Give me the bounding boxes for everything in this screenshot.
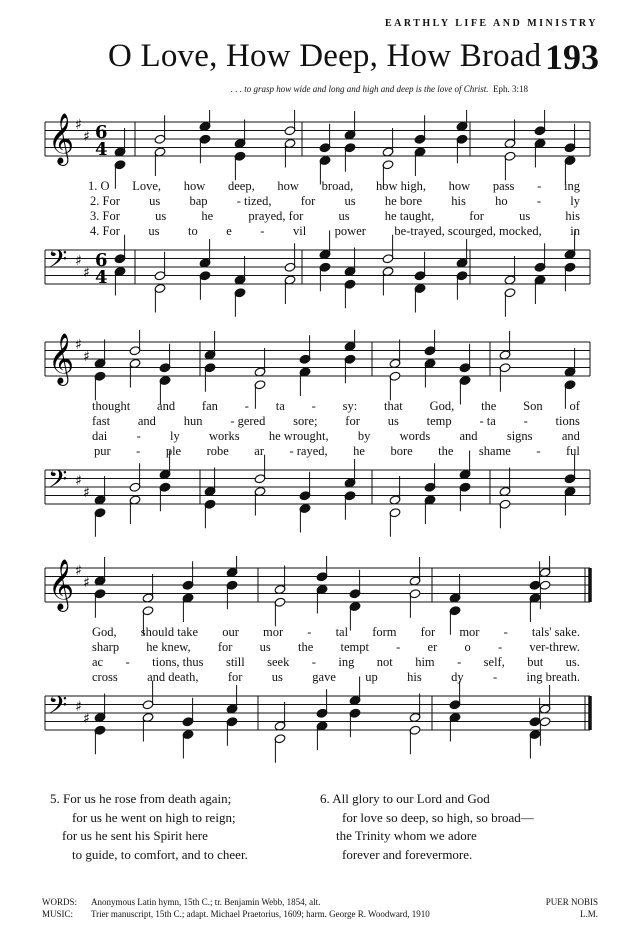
lyric-syllable: in [570, 224, 580, 238]
lyric-syllable: o [464, 640, 471, 654]
lyric-syllable: be-trayed, scourged, mocked, [394, 224, 542, 238]
verse-number: 6. [320, 791, 330, 806]
lyric-syllable: ver-threw. [529, 640, 580, 654]
lyric-syllable: robe [206, 444, 229, 458]
lyric-line [92, 429, 580, 444]
verse-text: to guide, to comfort, and to cheer. [72, 846, 248, 862]
lyric-line [90, 209, 580, 224]
lyric-syllable: - [537, 179, 542, 193]
lyric-syllable: should take [140, 625, 199, 639]
lyric-syllable: 3. For [90, 209, 120, 223]
lyric-syllable: tal [335, 625, 349, 639]
verse-line [320, 809, 534, 828]
lyric-syllable: 4. For [90, 224, 120, 238]
lyric-syllable: pur [94, 444, 111, 458]
lyric-syllable: ing breath. [526, 670, 580, 684]
lyric-syllable: signs [506, 429, 533, 443]
lyric-syllable: - [311, 655, 316, 669]
lyric-syllable: - [396, 640, 401, 654]
lyric-syllable: sore; [293, 414, 318, 428]
tune-info [546, 896, 598, 920]
lyric-syllable: Love, [132, 179, 162, 193]
lyric-syllable: he [353, 444, 365, 458]
lyric-syllable: works [209, 429, 240, 443]
lyric-syllable: for [227, 670, 243, 684]
lyric-syllable: by [357, 429, 371, 443]
lyric-syllable: gave [312, 670, 336, 684]
credits [42, 896, 430, 920]
lyric-syllable: hun [183, 414, 203, 428]
treble-clef-icon: 𝄞 [48, 113, 75, 164]
lyric-syllable: us [149, 194, 161, 208]
lyric-syllable: bap [189, 194, 208, 208]
verse-line [320, 846, 534, 865]
verse-number: 5. [50, 791, 60, 806]
verse-line [50, 846, 248, 865]
lyric-syllable: form [372, 625, 397, 639]
lyric-syllable: - tized, [236, 194, 272, 208]
sharp-icon: ♯ [83, 575, 90, 591]
lyric-syllable: his [451, 194, 466, 208]
lyric-syllable: he knew, [146, 640, 191, 654]
lyric-syllable: ta [275, 399, 285, 413]
sharp-icon: ♯ [75, 117, 82, 133]
lyric-line [92, 655, 580, 670]
words-label: WORDS: [42, 897, 78, 907]
lyric-syllable: ful [565, 444, 580, 458]
lyric-syllable: broad, [321, 179, 354, 193]
verse-text: forever and forevermore. [342, 846, 473, 862]
lyric-syllable: ac [92, 655, 104, 669]
lyric-line [92, 414, 580, 429]
lyric-syllable: deep, [227, 179, 255, 193]
lyric-syllable: pass [492, 179, 515, 193]
lyric-syllable: the [481, 399, 497, 413]
verse-line [320, 827, 534, 846]
verse-text: for love so deep, so high, so broad— [342, 809, 534, 825]
music-credit [42, 908, 430, 920]
time-signature-bottom: 4 [95, 267, 108, 288]
lyric-syllable: for [469, 209, 484, 223]
lyric-syllable: ar [254, 444, 264, 458]
lyric-syllable: fan [201, 399, 218, 413]
lyric-syllable: power [334, 224, 366, 238]
lyric-syllable: 2. For [90, 194, 120, 208]
lyric-syllable: us [338, 209, 350, 223]
lyric-syllable: shame [478, 444, 511, 458]
lyric-syllable: his [565, 209, 580, 223]
verse-line [50, 809, 248, 828]
hymn-number: 193 [545, 37, 599, 77]
lyric-syllable: us [387, 414, 399, 428]
lyric-syllable: not [376, 655, 393, 669]
music-text: Trier manuscript, 15th C.; adapt. Michael Praetorius, 1609; harm. George R. Woodward, 1910 [91, 909, 430, 919]
lyric-syllable: - [244, 399, 249, 413]
lyric-syllable: the [297, 640, 314, 654]
lyric-line [92, 670, 580, 685]
sharp-icon: ♯ [83, 711, 90, 727]
music-label: MUSIC: [42, 909, 74, 919]
lyric-syllable: 1. O [88, 179, 110, 193]
sharp-icon: ♯ [83, 349, 90, 365]
lyric-syllable: temp [426, 414, 452, 428]
lyric-syllable: - [536, 194, 541, 208]
lyric-line [90, 194, 580, 209]
lyric-syllable: the [438, 444, 454, 458]
lyric-syllable: ly [170, 429, 180, 443]
sharp-icon: ♯ [83, 485, 90, 501]
lyric-syllable: mor [263, 625, 284, 639]
time-signature-top: 6 [95, 250, 108, 271]
verse-line [320, 790, 534, 809]
lyric-syllable: - [536, 444, 541, 458]
lyric-syllable: that [384, 399, 403, 413]
lyric-syllable: ho [495, 194, 508, 208]
bass-clef-icon: 𝄢 [48, 691, 68, 726]
lyric-syllable: thought [92, 399, 131, 413]
epigraph-text: . . . to grasp how wide and long and high and deep is the love of Christ. [230, 84, 489, 94]
lyric-syllable: tions [555, 414, 580, 428]
verse-text: the Trinity whom we adore [336, 828, 477, 843]
words-credit [42, 896, 430, 908]
treble-clef-icon: 𝄞 [48, 559, 75, 610]
lyric-syllable: - ta [479, 414, 496, 428]
lyric-syllable: he wrought, [268, 429, 329, 443]
lyric-syllable: still [225, 655, 245, 669]
lyric-syllable: words [399, 429, 431, 443]
lyric-syllable: - gered [230, 414, 266, 428]
lyric-syllable: and [137, 414, 156, 428]
verse-text: for us he went on high to reign; [72, 809, 236, 825]
lyric-syllable: vil [292, 224, 307, 238]
hymn-title: O Love, How Deep, How Broad [108, 38, 542, 74]
lyric-syllable: us. [565, 655, 580, 669]
lyric-syllable: us [519, 209, 531, 223]
sharp-icon: ♯ [75, 473, 82, 489]
lyric-syllable: e [226, 224, 232, 238]
section-heading: EARTHLY LIFE AND MINISTRY [384, 18, 598, 29]
lyric-syllable: he taught, [384, 209, 435, 223]
sharp-icon: ♯ [75, 699, 82, 715]
lyric-syllable: tempt [340, 640, 369, 654]
sharp-icon: ♯ [75, 337, 82, 353]
lyric-syllable: our [222, 625, 239, 639]
lyric-syllable: - [523, 414, 528, 428]
bass-clef-icon: 𝄢 [48, 245, 68, 280]
lyric-line [90, 224, 580, 239]
lyric-syllable: ly [570, 194, 580, 208]
verses-right [320, 790, 534, 864]
sharp-icon: ♯ [75, 563, 82, 579]
lyric-syllable: up [365, 670, 378, 684]
lyric-syllable: prayed, for [248, 209, 304, 223]
verses-left [50, 790, 248, 864]
lyric-line [92, 625, 580, 640]
epigraph-reference: Eph. 3:18 [493, 84, 528, 94]
lyric-syllable: mor [459, 625, 480, 639]
lyric-syllable: dai [92, 429, 108, 443]
meter: L.M. [580, 909, 598, 919]
lyric-syllable: how [183, 179, 206, 193]
lyric-syllable: tals' sake. [531, 625, 580, 639]
lyric-syllable: for [217, 640, 233, 654]
verse-line [50, 827, 248, 846]
lyric-syllable: us [155, 209, 167, 223]
lyric-syllable: seek [267, 655, 290, 669]
lyric-line [92, 640, 580, 655]
verse-text: All glory to our Lord and God [332, 791, 490, 806]
time-signature-top: 6 [95, 122, 108, 143]
sharp-icon: ♯ [83, 129, 90, 145]
lyric-line [88, 179, 580, 194]
lyric-syllable: sy: [342, 399, 358, 413]
lyric-syllable: ple [165, 444, 182, 458]
bass-clef-icon: 𝄢 [48, 465, 68, 500]
verse-text: For us he rose from death again; [63, 791, 232, 806]
lyric-syllable: and [157, 399, 176, 413]
lyric-syllable: er [427, 640, 438, 654]
lyric-syllable: fast [92, 414, 111, 428]
lyric-syllable: bore [390, 444, 413, 458]
lyric-syllable: - [307, 625, 312, 639]
lyric-syllable: - [457, 655, 462, 669]
lyric-syllable: but [527, 655, 544, 669]
lyric-syllable: ing [338, 655, 355, 669]
lyric-syllable: - rayed, [289, 444, 328, 458]
lyric-syllable: - [311, 399, 316, 413]
verse-text: for us he sent his Spirit here [62, 828, 208, 843]
lyric-syllable: - [136, 444, 141, 458]
lyric-syllable: - [497, 640, 503, 654]
lyric-syllable: ing [564, 179, 580, 193]
lyric-syllable: us [259, 640, 271, 654]
lyric-syllable: tions, thus [152, 655, 204, 669]
lyric-syllable: sharp [92, 640, 120, 654]
sharp-icon: ♯ [75, 253, 82, 269]
lyric-syllable: for [345, 414, 360, 428]
lyric-syllable: to [188, 224, 198, 238]
lyric-syllable: God, [92, 625, 117, 639]
words-text: Anonymous Latin hymn, 15th C.; tr. Benjamin Webb, 1854, alt. [91, 897, 321, 907]
lyric-syllable: how [448, 179, 471, 193]
lyric-line [94, 444, 580, 459]
lyric-syllable: Son [523, 399, 543, 413]
lyric-syllable: and [561, 429, 580, 443]
lyric-syllable: - [503, 625, 508, 639]
lyric-line [92, 399, 580, 414]
lyric-syllable: - [260, 224, 265, 238]
lyric-syllable: he [201, 209, 214, 223]
lyric-syllable: - [136, 429, 141, 443]
lyric-syllable: us [344, 194, 356, 208]
lyric-syllable: him [415, 655, 435, 669]
tune-name: PUER NOBIS [545, 897, 598, 907]
lyric-syllable: dy [451, 670, 464, 684]
lyric-syllable: how high, [375, 179, 426, 193]
lyric-syllable: he bore [384, 194, 423, 208]
lyric-syllable: cross [92, 670, 118, 684]
epigraph [231, 84, 528, 94]
lyric-syllable: and [459, 429, 478, 443]
lyric-syllable: his [407, 670, 422, 684]
lyric-syllable: for [300, 194, 316, 208]
lyric-syllable: self, [483, 655, 505, 669]
lyric-syllable: of [569, 399, 580, 413]
lyric-syllable: for [420, 625, 436, 639]
lyric-syllable: - [125, 655, 130, 669]
lyric-syllable: - [492, 670, 498, 684]
treble-clef-icon: 𝄞 [48, 333, 75, 384]
time-signature-bottom: 4 [95, 139, 108, 160]
lyric-syllable: us [148, 224, 160, 238]
lyric-syllable: how [277, 179, 299, 193]
verse-line [50, 790, 248, 809]
lyric-syllable: God, [429, 399, 455, 413]
lyric-syllable: and death, [147, 670, 199, 684]
sharp-icon: ♯ [83, 265, 90, 281]
lyric-syllable: us [271, 670, 283, 684]
